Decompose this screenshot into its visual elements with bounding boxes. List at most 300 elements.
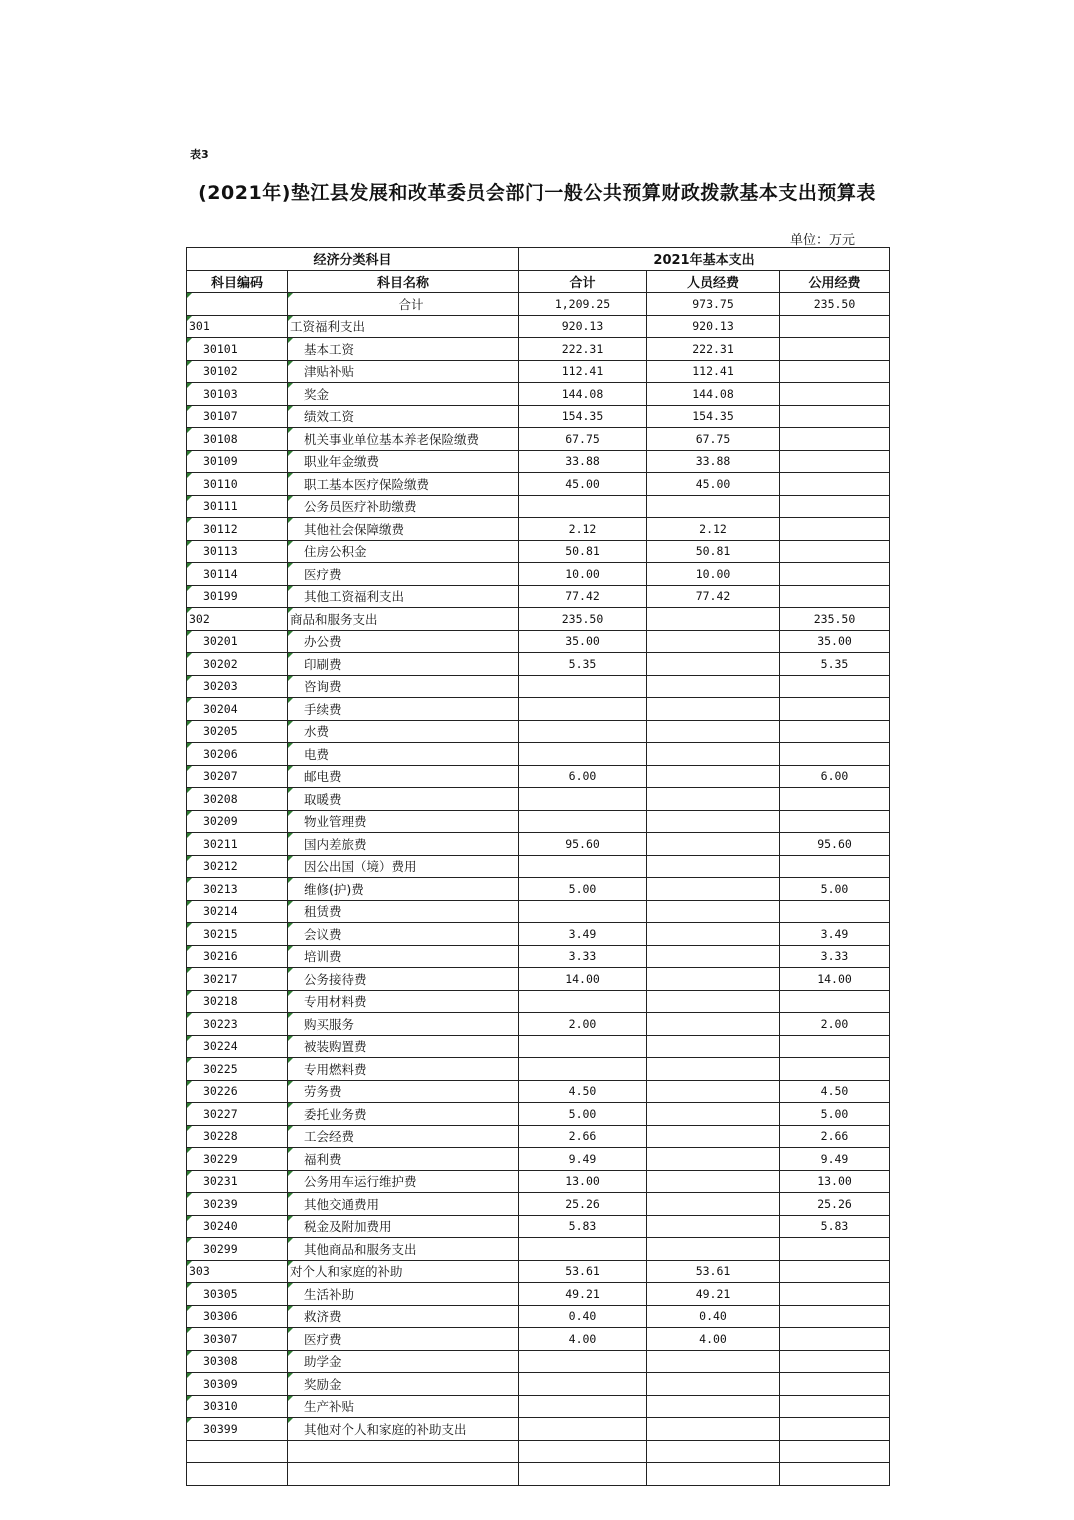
cell-total: 50.81 [519,540,647,563]
cell-code: 30308 [187,1350,288,1373]
cell-personnel [647,743,780,766]
cell-total: 10.00 [519,563,647,586]
cell-name: 租赁费 [288,900,519,923]
cell-total: 2.12 [519,518,647,541]
cell-personnel [647,1103,780,1126]
cell-name: 基本工资 [288,338,519,361]
cell-code: 30209 [187,810,288,833]
table-row [187,428,890,451]
cell-public: 5.00 [780,1103,890,1126]
table-row [187,1260,890,1283]
table-row [187,1215,890,1238]
table-row [187,608,890,631]
cell-personnel: 10.00 [647,563,780,586]
cell-public [780,788,890,811]
table-row [187,1373,890,1396]
cell-personnel: 154.35 [647,405,780,428]
cell-code: 30225 [187,1058,288,1081]
cell-name: 住房公积金 [288,540,519,563]
cell-name: 其他商品和服务支出 [288,1238,519,1261]
cell-name: 专用燃料费 [288,1058,519,1081]
cell-total [519,1238,647,1261]
table-row [187,1463,890,1486]
cell-total: 3.49 [519,923,647,946]
cell-personnel [647,765,780,788]
cell-personnel [647,1080,780,1103]
table-row [187,900,890,923]
cell-code: 30227 [187,1103,288,1126]
cell-total [519,810,647,833]
cell-name: 被装购置费 [288,1035,519,1058]
cell-code [187,1440,288,1463]
cell-total [519,900,647,923]
cell-name: 办公费 [288,630,519,653]
budget-table [186,247,890,1486]
table-row [187,1170,890,1193]
cell-personnel [647,1193,780,1216]
cell-name: 奖金 [288,383,519,406]
cell-name: 水费 [288,720,519,743]
cell-personnel [647,1350,780,1373]
cell-personnel [647,1373,780,1396]
cell-code: 30102 [187,360,288,383]
cell-total: 112.41 [519,360,647,383]
cell-personnel [647,1013,780,1036]
cell-total [519,855,647,878]
cell-personnel [647,900,780,923]
cell-code: 30101 [187,338,288,361]
table-row [187,1058,890,1081]
cell-total [519,720,647,743]
cell-personnel [647,1035,780,1058]
cell-personnel [647,653,780,676]
cell-code: 30213 [187,878,288,901]
cell-public: 235.50 [780,608,890,631]
cell-total: 235.50 [519,608,647,631]
cell-total: 1,209.25 [519,293,647,316]
cell-total [519,1350,647,1373]
cell-personnel [647,810,780,833]
cell-code: 30215 [187,923,288,946]
cell-code: 30216 [187,945,288,968]
cell-personnel [647,495,780,518]
cell-personnel [647,1215,780,1238]
cell-personnel: 33.88 [647,450,780,473]
cell-personnel [647,855,780,878]
header-code: 科目编码 [187,270,288,293]
table-row [187,1350,890,1373]
cell-name: 医疗费 [288,1328,519,1351]
cell-name: 邮电费 [288,765,519,788]
table-row [187,540,890,563]
cell-name: 因公出国（境）费用 [288,855,519,878]
cell-personnel [647,720,780,743]
cell-name: 其他社会保障缴费 [288,518,519,541]
table-row [187,293,890,316]
cell-total: 4.00 [519,1328,647,1351]
table-row [187,450,890,473]
unit-label: 单位：万元 [790,233,856,248]
cell-public [780,563,890,586]
table-row [187,833,890,856]
cell-total: 25.26 [519,1193,647,1216]
header-public: 公用经费 [780,270,890,293]
table-row [187,1080,890,1103]
cell-total: 4.50 [519,1080,647,1103]
cell-code: 30112 [187,518,288,541]
table-row [187,1440,890,1463]
table-row [187,338,890,361]
cell-personnel [647,698,780,721]
cell-code [187,293,288,316]
table-row [187,653,890,676]
cell-public [780,1305,890,1328]
cell-code: 30103 [187,383,288,406]
cell-public [780,675,890,698]
table-row [187,990,890,1013]
cell-public [780,1238,890,1261]
cell-total: 35.00 [519,630,647,653]
header-basic-expenditure: 2021年基本支出 [519,248,890,271]
cell-public [780,855,890,878]
cell-personnel: 4.00 [647,1328,780,1351]
header-group-row [187,248,890,271]
cell-personnel [647,1058,780,1081]
table-row [187,675,890,698]
cell-total [519,1418,647,1441]
table-row [187,1035,890,1058]
cell-public [780,338,890,361]
table-row [187,630,890,653]
table-row [187,383,890,406]
cell-personnel [647,1395,780,1418]
cell-code: 30203 [187,675,288,698]
cell-public [780,1395,890,1418]
cell-personnel: 0.40 [647,1305,780,1328]
cell-name: 福利费 [288,1148,519,1171]
table-body [187,293,890,1486]
cell-public [780,1328,890,1351]
cell-total [519,1373,647,1396]
cell-personnel [647,1170,780,1193]
cell-public [780,720,890,743]
table-row [187,945,890,968]
cell-personnel: 222.31 [647,338,780,361]
cell-name: 税金及附加费用 [288,1215,519,1238]
table-row [187,698,890,721]
cell-total: 920.13 [519,315,647,338]
header-name: 科目名称 [288,270,519,293]
cell-code: 30208 [187,788,288,811]
cell-name: 电费 [288,743,519,766]
cell-name: 劳务费 [288,1080,519,1103]
cell-code: 30224 [187,1035,288,1058]
cell-total: 53.61 [519,1260,647,1283]
cell-name: 印刷费 [288,653,519,676]
cell-public: 9.49 [780,1148,890,1171]
cell-code: 30211 [187,833,288,856]
cell-code: 30307 [187,1328,288,1351]
cell-total [519,743,647,766]
cell-personnel [647,923,780,946]
table-row [187,1193,890,1216]
cell-personnel [647,878,780,901]
cell-code: 30214 [187,900,288,923]
cell-name: 机关事业单位基本养老保险缴费 [288,428,519,451]
cell-public: 4.50 [780,1080,890,1103]
cell-name: 其他对个人和家庭的补助支出 [288,1418,519,1441]
cell-name: 工会经费 [288,1125,519,1148]
table-row [187,1283,890,1306]
cell-total: 49.21 [519,1283,647,1306]
header-total: 合计 [519,270,647,293]
cell-personnel [647,833,780,856]
cell-name: 购买服务 [288,1013,519,1036]
cell-public [780,405,890,428]
table-row [187,855,890,878]
cell-name: 助学金 [288,1350,519,1373]
table-row [187,1305,890,1328]
cell-public: 3.49 [780,923,890,946]
cell-public: 95.60 [780,833,890,856]
cell-public: 25.26 [780,1193,890,1216]
cell-public: 14.00 [780,968,890,991]
cell-code: 30399 [187,1418,288,1441]
cell-personnel: 112.41 [647,360,780,383]
cell-personnel: 67.75 [647,428,780,451]
cell-total [519,1395,647,1418]
cell-total [519,495,647,518]
cell-total: 77.42 [519,585,647,608]
cell-public [780,360,890,383]
cell-public [780,428,890,451]
cell-total: 0.40 [519,1305,647,1328]
cell-personnel: 144.08 [647,383,780,406]
cell-code: 30109 [187,450,288,473]
table-row [187,878,890,901]
cell-name: 手续费 [288,698,519,721]
cell-total [519,1058,647,1081]
cell-personnel [647,1148,780,1171]
cell-personnel [647,1125,780,1148]
cell-code: 30111 [187,495,288,518]
cell-code: 30110 [187,473,288,496]
cell-personnel: 920.13 [647,315,780,338]
cell-public [780,518,890,541]
table-row [187,923,890,946]
cell-code: 30306 [187,1305,288,1328]
cell-personnel: 77.42 [647,585,780,608]
cell-public [780,990,890,1013]
page-title: (2021年)垫江县发展和改革委员会部门一般公共预算财政拨款基本支出预算表 [198,182,876,204]
cell-public [780,450,890,473]
cell-name: 咨询费 [288,675,519,698]
cell-total: 5.35 [519,653,647,676]
cell-public [780,1418,890,1441]
cell-code: 30202 [187,653,288,676]
cell-code: 30299 [187,1238,288,1261]
cell-code: 30113 [187,540,288,563]
cell-public [780,900,890,923]
cell-total: 5.00 [519,1103,647,1126]
cell-code: 30217 [187,968,288,991]
cell-personnel [647,945,780,968]
cell-personnel [647,990,780,1013]
cell-total: 5.00 [519,878,647,901]
cell-personnel [647,1238,780,1261]
cell-name: 合计 [288,293,519,316]
cell-personnel: 2.12 [647,518,780,541]
cell-total: 95.60 [519,833,647,856]
cell-public [780,383,890,406]
cell-code: 30229 [187,1148,288,1171]
cell-name: 专用材料费 [288,990,519,1013]
table-row [187,810,890,833]
cell-total: 9.49 [519,1148,647,1171]
cell-public: 13.00 [780,1170,890,1193]
cell-total: 13.00 [519,1170,647,1193]
cell-public: 5.00 [780,878,890,901]
table-row [187,360,890,383]
table-row [187,518,890,541]
cell-name: 津贴补贴 [288,360,519,383]
table-row [187,1395,890,1418]
cell-personnel [647,1463,780,1486]
cell-code: 30207 [187,765,288,788]
table-row [187,315,890,338]
cell-total [519,788,647,811]
table-row [187,788,890,811]
cell-public [780,315,890,338]
cell-code: 30204 [187,698,288,721]
cell-public [780,698,890,721]
cell-personnel: 973.75 [647,293,780,316]
cell-name: 商品和服务支出 [288,608,519,631]
cell-personnel: 49.21 [647,1283,780,1306]
cell-public [780,1440,890,1463]
cell-code [187,1463,288,1486]
cell-code: 303 [187,1260,288,1283]
cell-total: 14.00 [519,968,647,991]
cell-personnel [647,968,780,991]
table-row [187,743,890,766]
cell-name: 医疗费 [288,563,519,586]
table-row [187,473,890,496]
cell-code: 30114 [187,563,288,586]
table-row [187,405,890,428]
cell-code: 30206 [187,743,288,766]
cell-name: 生产补贴 [288,1395,519,1418]
table-row [187,720,890,743]
cell-total: 154.35 [519,405,647,428]
cell-personnel [647,788,780,811]
cell-personnel [647,1440,780,1463]
cell-public [780,1058,890,1081]
cell-personnel [647,1418,780,1441]
cell-personnel [647,608,780,631]
cell-code: 30239 [187,1193,288,1216]
cell-public [780,1035,890,1058]
cell-personnel [647,630,780,653]
cell-name: 公务用车运行维护费 [288,1170,519,1193]
table-row [187,1418,890,1441]
cell-total: 45.00 [519,473,647,496]
cell-total: 2.00 [519,1013,647,1036]
cell-public [780,540,890,563]
cell-name: 对个人和家庭的补助 [288,1260,519,1283]
cell-name [288,1440,519,1463]
cell-total [519,1463,647,1486]
cell-code: 30201 [187,630,288,653]
cell-code: 30240 [187,1215,288,1238]
cell-code: 301 [187,315,288,338]
header-column-row [187,270,890,293]
cell-personnel [647,675,780,698]
cell-name: 培训费 [288,945,519,968]
cell-public: 235.50 [780,293,890,316]
cell-total: 67.75 [519,428,647,451]
cell-code: 30212 [187,855,288,878]
table-row [187,585,890,608]
cell-public [780,1463,890,1486]
cell-code: 30199 [187,585,288,608]
cell-name: 职工基本医疗保险缴费 [288,473,519,496]
cell-public [780,810,890,833]
cell-total [519,990,647,1013]
cell-public [780,1283,890,1306]
cell-public [780,495,890,518]
cell-code: 30223 [187,1013,288,1036]
table-row [187,563,890,586]
table-row [187,1125,890,1148]
table-row [187,1238,890,1261]
table-number: 表3 [190,148,209,161]
cell-name: 公务接待费 [288,968,519,991]
cell-public [780,585,890,608]
cell-public [780,1350,890,1373]
table-row [187,495,890,518]
cell-total: 3.33 [519,945,647,968]
cell-total [519,1035,647,1058]
cell-name: 工资福利支出 [288,315,519,338]
cell-public: 2.66 [780,1125,890,1148]
cell-name [288,1463,519,1486]
table-row [187,1103,890,1126]
cell-name: 绩效工资 [288,405,519,428]
cell-code: 30107 [187,405,288,428]
cell-public [780,1373,890,1396]
cell-name: 其他工资福利支出 [288,585,519,608]
cell-name: 奖励金 [288,1373,519,1396]
cell-name: 取暖费 [288,788,519,811]
cell-personnel: 50.81 [647,540,780,563]
cell-total: 6.00 [519,765,647,788]
cell-total: 33.88 [519,450,647,473]
cell-public: 5.83 [780,1215,890,1238]
table-row [187,1013,890,1036]
header-personnel: 人员经费 [647,270,780,293]
cell-total: 222.31 [519,338,647,361]
cell-total: 5.83 [519,1215,647,1238]
cell-total [519,675,647,698]
cell-name: 物业管理费 [288,810,519,833]
cell-code: 30218 [187,990,288,1013]
cell-public [780,473,890,496]
cell-public [780,1260,890,1283]
cell-public [780,743,890,766]
cell-name: 会议费 [288,923,519,946]
cell-total [519,1440,647,1463]
